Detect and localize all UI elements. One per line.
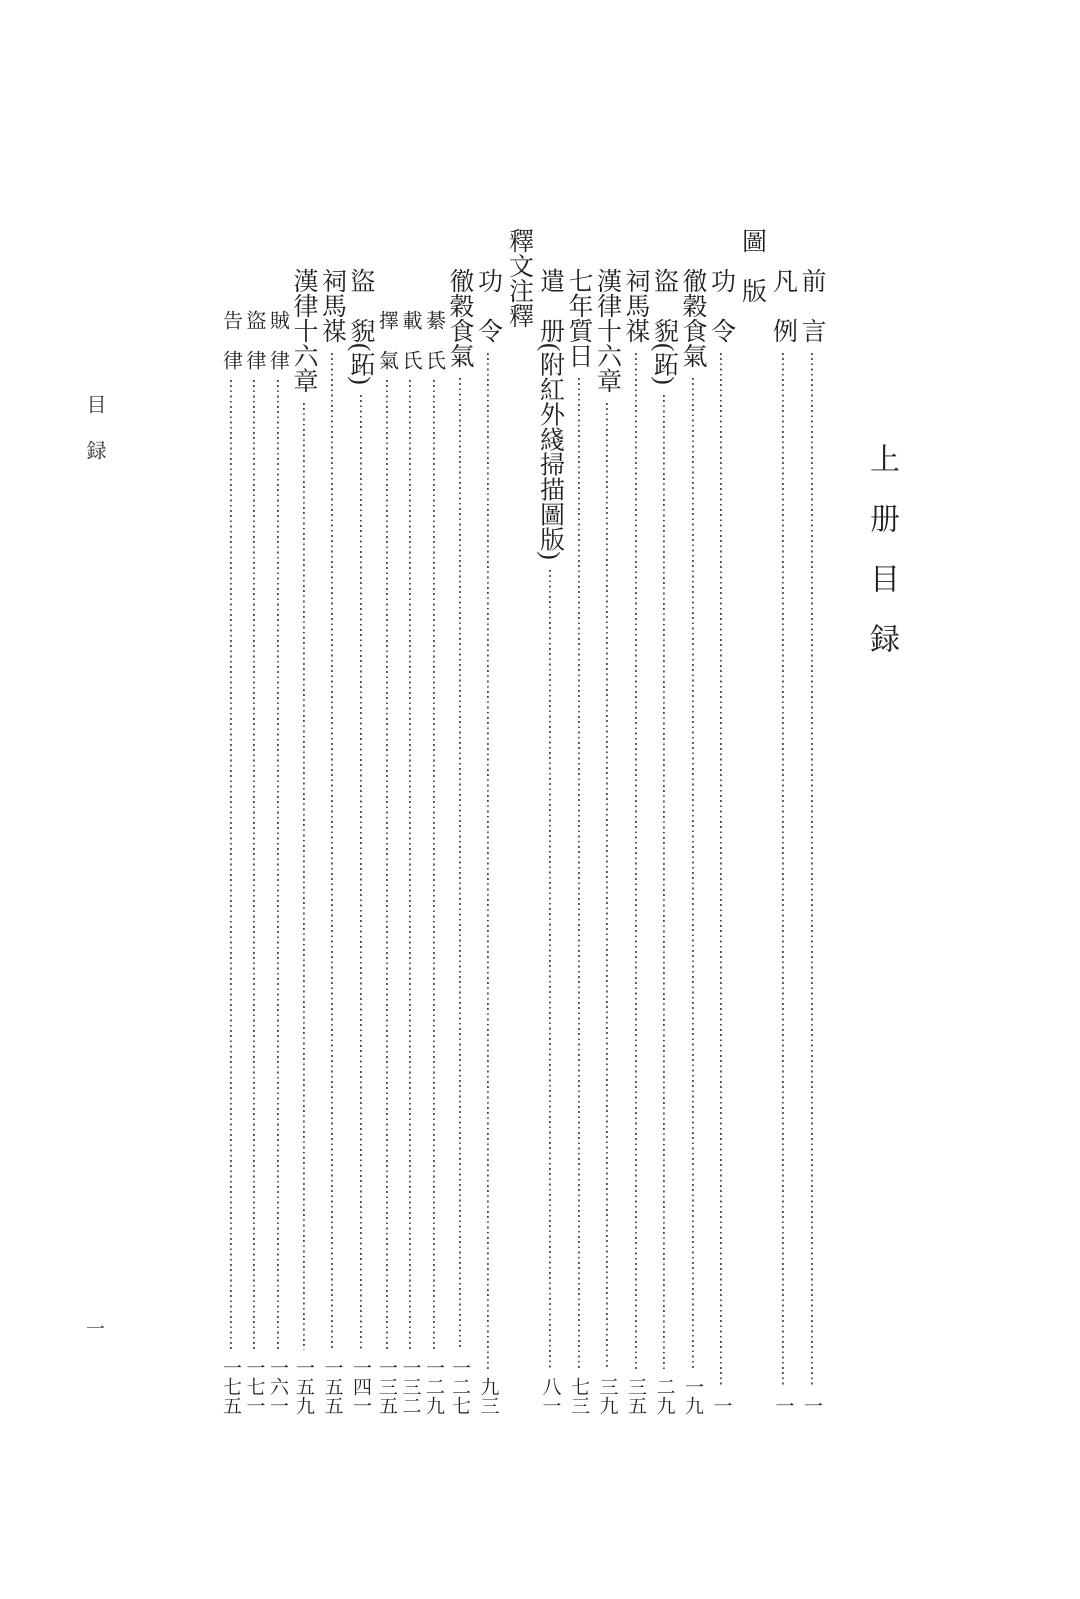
toc-entry	[400, 228, 420, 1415]
toc-entry	[680, 228, 705, 1415]
toc-entry-page: 三五	[625, 1377, 646, 1415]
page-number: 一	[86, 1319, 106, 1340]
toc-entry-label: 賊 律	[266, 310, 289, 370]
toc-entry-label: 徹穀食氣	[446, 268, 473, 368]
toc-entry	[538, 228, 563, 1415]
toc-section-heading-label: 圖 版	[738, 228, 766, 303]
toc-entry-page: 九三	[477, 1377, 499, 1415]
toc-section-heading	[740, 228, 765, 1415]
toc-entry	[771, 228, 796, 1415]
dotted-leader	[771, 353, 796, 1388]
dotted-leader	[377, 380, 397, 1350]
toc-entry	[424, 228, 444, 1415]
toc-entry-page: 一五五	[321, 1358, 343, 1415]
dotted-leader	[291, 403, 316, 1350]
toc-entry-label: 盜 貎(跖)	[347, 268, 374, 385]
toc-entry	[595, 228, 620, 1415]
toc-entry-page: 一	[801, 1396, 822, 1415]
toc-entry-page: 一四一	[350, 1358, 371, 1415]
dotted-leader	[447, 378, 472, 1350]
dotted-leader	[680, 378, 705, 1369]
dotted-leader	[400, 380, 420, 1350]
toc-entry-page: 一九	[682, 1377, 703, 1415]
toc-section-heading	[507, 228, 532, 1415]
dotted-leader	[566, 378, 591, 1369]
toc-entry-page: 一二九	[423, 1358, 444, 1415]
dotted-leader	[320, 353, 345, 1350]
toc-entry	[268, 228, 288, 1415]
toc-entry-label: 功 令	[474, 268, 502, 343]
toc-entry-page: 一	[772, 1396, 794, 1415]
dotted-leader	[476, 353, 501, 1369]
dotted-leader	[268, 380, 288, 1350]
toc-entry-label: 盜 貎(跖)	[650, 268, 678, 385]
dotted-leader	[538, 570, 563, 1369]
toc-entry	[447, 228, 472, 1415]
toc-entry-label: 告 律	[219, 310, 242, 370]
toc	[217, 228, 896, 1415]
toc-entry	[476, 228, 501, 1415]
toc-entry-page: 一三二	[399, 1358, 421, 1415]
toc-entry	[221, 228, 241, 1415]
toc-entry	[377, 228, 397, 1415]
toc-entry-page: 二九	[653, 1377, 675, 1415]
margin-section-label: 目録	[83, 394, 105, 486]
dotted-leader	[709, 353, 734, 1388]
toc-entry-label: 漢律十六章	[593, 268, 621, 393]
toc-section-heading-label: 釋文注釋	[505, 228, 533, 328]
toc-entry-label: 擇 氣	[375, 310, 398, 370]
toc-entry	[799, 228, 824, 1415]
toc-entry	[623, 228, 648, 1415]
toc-entry-label: 七年質日	[565, 268, 592, 368]
toc-entry-page: 八一	[539, 1377, 561, 1415]
toc-entry-label: 漢律十六章	[290, 268, 317, 393]
toc-entry-page: 一六一	[267, 1358, 288, 1415]
dotted-leader	[595, 403, 620, 1369]
toc-entry-label: 祠馬禖	[622, 268, 649, 343]
toc-entry	[566, 228, 591, 1415]
toc-entry-page: 一三五	[376, 1358, 397, 1415]
toc-entry	[291, 228, 316, 1415]
toc-entry-label: 凡 例	[769, 268, 797, 343]
toc-entry-label: 祠馬禖	[318, 268, 346, 343]
toc-entry-label: 綦 氏	[422, 310, 445, 370]
toc-entry-label: 前 言	[798, 268, 825, 343]
toc-entry-page: 一七一	[243, 1358, 265, 1415]
toc-entry-page: 三九	[596, 1377, 618, 1415]
toc-entry	[652, 228, 677, 1415]
toc-entry-label: 遣 册(附紅外綫掃描圖版)	[536, 268, 564, 560]
dotted-leader	[348, 395, 373, 1350]
toc-entry-page: 一七五	[220, 1358, 241, 1415]
toc-entry-page: 七三	[568, 1377, 589, 1415]
toc-entry-label: 載 氏	[399, 310, 421, 370]
toc-entry-page: 一五九	[293, 1358, 314, 1415]
toc-entry	[709, 228, 734, 1415]
toc-entry	[348, 228, 373, 1415]
toc-entry	[320, 228, 345, 1415]
dotted-leader	[623, 353, 648, 1369]
toc-entry-label: 功 令	[707, 268, 735, 343]
toc-entry-label: 盜 律	[243, 310, 265, 370]
dotted-leader	[221, 380, 241, 1350]
volume-title: 上册目録	[865, 443, 898, 683]
dotted-leader	[652, 395, 677, 1369]
dotted-leader	[799, 353, 824, 1388]
toc-entry	[244, 228, 264, 1415]
toc-entry-page: 一二七	[449, 1358, 470, 1415]
toc-entry-page: 一	[710, 1396, 732, 1415]
toc-entry-label: 徹穀食氣	[679, 268, 706, 368]
dotted-leader	[244, 380, 264, 1350]
dotted-leader	[424, 380, 444, 1350]
